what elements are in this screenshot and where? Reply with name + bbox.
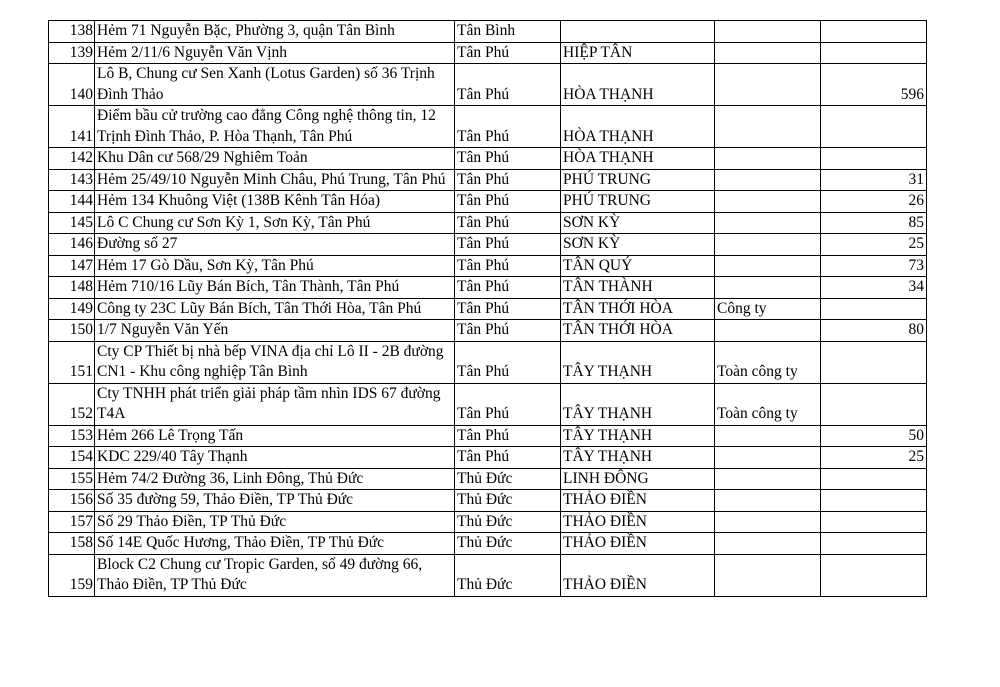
address-cell: Hẻm 25/49/10 Nguyễn Minh Châu, Phú Trung, Tân Phú: [95, 169, 455, 191]
count-cell: [821, 42, 927, 64]
district-cell: Thủ Đức: [455, 554, 561, 596]
ward-cell: TÂN THỚI HÒA: [561, 320, 715, 342]
district-cell: Thủ Đức: [455, 468, 561, 490]
address-cell: 1/7 Nguyễn Văn Yến: [95, 320, 455, 342]
note-cell: [715, 21, 821, 43]
row-number: 150: [49, 320, 95, 342]
ward-cell: TÂY THẠNH: [561, 447, 715, 469]
address-cell: Hẻm 710/16 Lũy Bán Bích, Tân Thành, Tân Phú: [95, 277, 455, 299]
ward-cell: SƠN KỲ: [561, 212, 715, 234]
ward-cell: HÒA THẠNH: [561, 64, 715, 106]
table-row: [49, 533, 927, 555]
district-cell: Tân Phú: [455, 212, 561, 234]
note-cell: [715, 255, 821, 277]
address-cell: Hẻm 17 Gò Dầu, Sơn Kỳ, Tân Phú: [95, 255, 455, 277]
district-cell: Tân Phú: [455, 148, 561, 170]
table-row: [49, 42, 927, 64]
district-cell: Tân Phú: [455, 234, 561, 256]
table-row: [49, 554, 927, 596]
district-cell: Thủ Đức: [455, 533, 561, 555]
ward-cell: HÒA THẠNH: [561, 148, 715, 170]
table-row: [49, 64, 927, 106]
note-cell: [715, 511, 821, 533]
district-cell: Tân Phú: [455, 106, 561, 148]
row-number: 151: [49, 341, 95, 383]
ward-cell: LINH ĐÔNG: [561, 468, 715, 490]
note-cell: [715, 447, 821, 469]
row-number: 158: [49, 533, 95, 555]
note-cell: [715, 212, 821, 234]
count-cell: 25: [821, 234, 927, 256]
count-cell: [821, 511, 927, 533]
address-cell: Số 29 Thảo Điền, TP Thủ Đức: [95, 511, 455, 533]
note-cell: [715, 191, 821, 213]
address-cell: KDC 229/40 Tây Thạnh: [95, 447, 455, 469]
count-cell: [821, 106, 927, 148]
ward-cell: TÂN QUÝ: [561, 255, 715, 277]
district-cell: Tân Bình: [455, 21, 561, 43]
count-cell: 50: [821, 425, 927, 447]
address-cell: Cty TNHH phát triển giải pháp tầm nhìn IDS 67 đường T4A: [95, 383, 455, 425]
note-cell: [715, 425, 821, 447]
address-cell: Số 14E Quốc Hương, Thảo Điền, TP Thủ Đức: [95, 533, 455, 555]
table-row: [49, 425, 927, 447]
address-cell: Hẻm 2/11/6 Nguyễn Văn Vịnh: [95, 42, 455, 64]
address-cell: Cty CP Thiết bị nhà bếp VINA địa chỉ Lô II - 2B đường CN1 - Khu công nghiệp Tân Bình: [95, 341, 455, 383]
table-body: [49, 21, 927, 597]
note-cell: [715, 490, 821, 512]
row-number: 143: [49, 169, 95, 191]
ward-cell: TÂN THỚI HÒA: [561, 298, 715, 320]
note-cell: [715, 533, 821, 555]
table-row: [49, 106, 927, 148]
ward-cell: THẢO ĐIỀN: [561, 533, 715, 555]
table-row: [49, 341, 927, 383]
row-number: 159: [49, 554, 95, 596]
table-row: [49, 383, 927, 425]
district-cell: Tân Phú: [455, 425, 561, 447]
address-cell: Số 35 đường 59, Thảo Điền, TP Thủ Đức: [95, 490, 455, 512]
address-cell: Công ty 23C Lũy Bán Bích, Tân Thới Hòa, Tân Phú: [95, 298, 455, 320]
table-row: [49, 511, 927, 533]
row-number: 138: [49, 21, 95, 43]
district-cell: Tân Phú: [455, 277, 561, 299]
ward-cell: HÒA THẠNH: [561, 106, 715, 148]
count-cell: [821, 298, 927, 320]
row-number: 155: [49, 468, 95, 490]
ward-cell: PHÚ TRUNG: [561, 191, 715, 213]
district-cell: Tân Phú: [455, 64, 561, 106]
note-cell: [715, 42, 821, 64]
row-number: 153: [49, 425, 95, 447]
district-cell: Tân Phú: [455, 169, 561, 191]
row-number: 146: [49, 234, 95, 256]
table-row: [49, 148, 927, 170]
count-cell: [821, 148, 927, 170]
note-cell: [715, 468, 821, 490]
count-cell: 73: [821, 255, 927, 277]
count-cell: 85: [821, 212, 927, 234]
address-cell: Khu Dân cư 568/29 Nghiêm Toản: [95, 148, 455, 170]
table-row: [49, 21, 927, 43]
table-row: [49, 212, 927, 234]
row-number: 142: [49, 148, 95, 170]
note-cell: [715, 277, 821, 299]
count-cell: 80: [821, 320, 927, 342]
district-cell: Tân Phú: [455, 341, 561, 383]
district-cell: Thủ Đức: [455, 490, 561, 512]
address-cell: Đường số 27: [95, 234, 455, 256]
row-number: 141: [49, 106, 95, 148]
address-cell: Hẻm 266 Lê Trọng Tấn: [95, 425, 455, 447]
note-cell: Công ty: [715, 298, 821, 320]
row-number: 149: [49, 298, 95, 320]
table-row: [49, 298, 927, 320]
row-number: 139: [49, 42, 95, 64]
note-cell: Toàn công ty: [715, 341, 821, 383]
table-row: [49, 447, 927, 469]
address-cell: Điểm bầu cử trường cao đẳng Công nghệ thông tin, 12 Trịnh Đình Thảo, P. Hòa Thạnh, Tân Phú: [95, 106, 455, 148]
note-cell: [715, 234, 821, 256]
table-row: [49, 191, 927, 213]
count-cell: 25: [821, 447, 927, 469]
note-cell: [715, 320, 821, 342]
address-cell: Hẻm 134 Khuông Việt (138B Kênh Tân Hóa): [95, 191, 455, 213]
row-number: 157: [49, 511, 95, 533]
table-row: [49, 169, 927, 191]
row-number: 156: [49, 490, 95, 512]
address-cell: Hẻm 71 Nguyễn Bặc, Phường 3, quận Tân Bình: [95, 21, 455, 43]
table-row: [49, 277, 927, 299]
count-cell: [821, 341, 927, 383]
count-cell: [821, 533, 927, 555]
count-cell: 26: [821, 191, 927, 213]
ward-cell: TÂY THẠNH: [561, 383, 715, 425]
ward-cell: THẢO ĐIỀN: [561, 511, 715, 533]
row-number: 147: [49, 255, 95, 277]
table-row: [49, 320, 927, 342]
address-cell: Block C2 Chung cư Tropic Garden, số 49 đường 66, Thảo Điền, TP Thủ Đức: [95, 554, 455, 596]
district-cell: Tân Phú: [455, 383, 561, 425]
district-cell: Tân Phú: [455, 42, 561, 64]
row-number: 148: [49, 277, 95, 299]
row-number: 152: [49, 383, 95, 425]
row-number: 140: [49, 64, 95, 106]
table-row: [49, 468, 927, 490]
row-number: 154: [49, 447, 95, 469]
ward-cell: SƠN KỲ: [561, 234, 715, 256]
district-cell: Tân Phú: [455, 191, 561, 213]
count-cell: [821, 554, 927, 596]
count-cell: 31: [821, 169, 927, 191]
ward-cell: TÂY THẠNH: [561, 341, 715, 383]
location-table: [48, 20, 927, 597]
ward-cell: TÂN THÀNH: [561, 277, 715, 299]
note-cell: [715, 106, 821, 148]
ward-cell: THẢO ĐIỀN: [561, 554, 715, 596]
district-cell: Tân Phú: [455, 320, 561, 342]
note-cell: [715, 64, 821, 106]
ward-cell: THẢO ĐIỀN: [561, 490, 715, 512]
table-row: [49, 234, 927, 256]
ward-cell: PHÚ TRUNG: [561, 169, 715, 191]
count-cell: [821, 490, 927, 512]
row-number: 144: [49, 191, 95, 213]
table-row: [49, 255, 927, 277]
count-cell: [821, 468, 927, 490]
district-cell: Tân Phú: [455, 298, 561, 320]
address-cell: Hẻm 74/2 Đường 36, Linh Đông, Thủ Đức: [95, 468, 455, 490]
count-cell: 34: [821, 277, 927, 299]
address-cell: Lô B, Chung cư Sen Xanh (Lotus Garden) số 36 Trịnh Đình Thảo: [95, 64, 455, 106]
note-cell: [715, 554, 821, 596]
ward-cell: TÂY THẠNH: [561, 425, 715, 447]
count-cell: [821, 383, 927, 425]
address-cell: Lô C Chung cư Sơn Kỳ 1, Sơn Kỳ, Tân Phú: [95, 212, 455, 234]
district-cell: Thủ Đức: [455, 511, 561, 533]
ward-cell: HIỆP TÂN: [561, 42, 715, 64]
note-cell: [715, 148, 821, 170]
ward-cell: [561, 21, 715, 43]
table-row: [49, 490, 927, 512]
row-number: 145: [49, 212, 95, 234]
district-cell: Tân Phú: [455, 447, 561, 469]
count-cell: [821, 21, 927, 43]
note-cell: Toàn công ty: [715, 383, 821, 425]
note-cell: [715, 169, 821, 191]
district-cell: Tân Phú: [455, 255, 561, 277]
count-cell: 596: [821, 64, 927, 106]
